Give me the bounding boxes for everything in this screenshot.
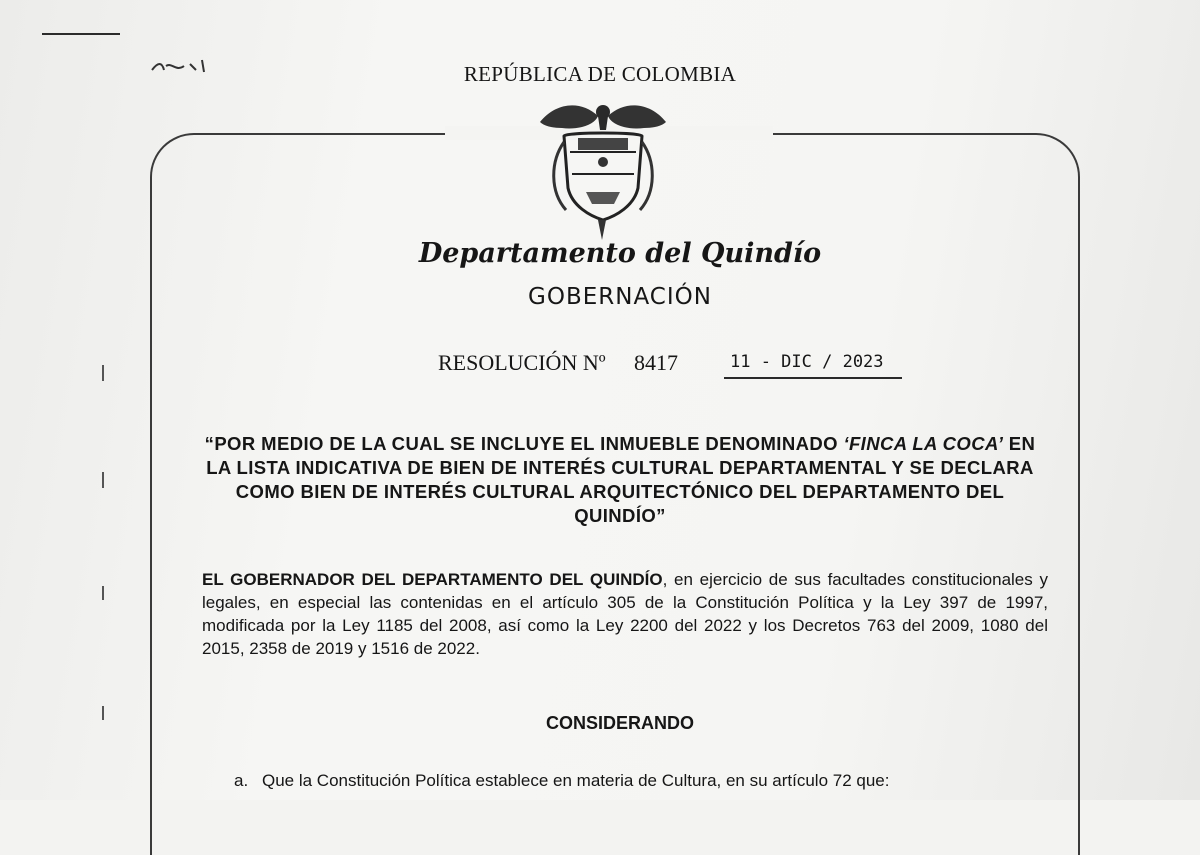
resolution-label: RESOLUCIÓN Nº — [438, 350, 606, 375]
margin-mark — [102, 365, 104, 381]
resolution-title — [200, 432, 1040, 528]
title-property-name: ‘FINCA LA COCA’ — [843, 433, 1004, 454]
preamble-paragraph — [202, 568, 1048, 660]
resolution-number: 8417 — [634, 350, 678, 375]
coat-of-arms-icon — [536, 92, 670, 242]
list-item-label: a. — [234, 771, 249, 790]
resolution-date: 11 - DIC / 2023 — [730, 352, 884, 372]
title-part-1: “POR MEDIO DE LA CUAL SE INCLUYE EL INMUEBLE DENOMINADO — [204, 433, 844, 454]
pen-stroke — [42, 33, 120, 35]
considerando-heading: CONSIDERANDO — [545, 713, 694, 733]
list-item-text: Que la Constitución Política establece en materia de Cultura, en su artículo 72 que: — [262, 771, 890, 790]
title-part-2: EN LA LISTA INDICATIVA DE BIEN DE INTERÉS CULTURAL DEPARTAMENTAL Y SE DECLARA COMO BIEN DE INTERÉS CULTURAL ARQUITECTÓNICO DEL DEPARTAMENTO DEL QUINDÍO” — [206, 433, 1036, 526]
preamble-text: , en ejercicio de sus facultades constitucionales y legales, en especial las contenidas en el artículo 305 de la Constitución Política y la Ley 397 de 1997, modificada por la Ley 1185 del 2008, así como la Ley 2200 del 2022 y los Decretos 763 del 2009, 1080 del 2015, 2358 de 2019 y 1516 de 2022. — [202, 570, 1048, 658]
margin-mark — [102, 472, 104, 488]
office-name: GOBERNACIÓN — [528, 284, 712, 310]
department-name: Departamento del Quindío — [418, 238, 822, 269]
date-underline — [724, 377, 902, 379]
preamble-authority: EL GOBERNADOR DEL DEPARTAMENTO DEL QUINDÍO — [202, 570, 663, 589]
margin-mark — [102, 586, 104, 600]
country-heading: REPÚBLICA DE COLOMBIA — [463, 62, 737, 86]
